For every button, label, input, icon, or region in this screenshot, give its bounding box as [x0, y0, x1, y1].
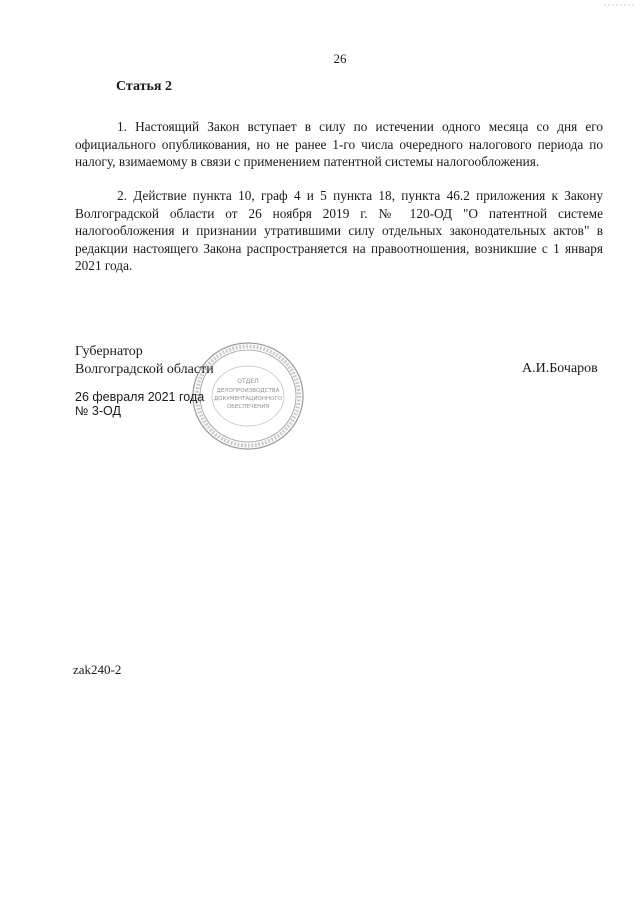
document-code: zak240-2	[73, 662, 122, 677]
paragraph-1: 1. Настоящий Закон вступает в силу по истечении одного месяца со дня его официального опубликования, но не ранее 1-го числа очередного налогового периода по налогу, взимаемому в связи с применением патентной системы налогообложения.	[75, 119, 603, 169]
signatory-name: А.И.Бочаров	[522, 361, 598, 376]
law-number: № 3-ОД	[75, 404, 121, 418]
page-number: 26	[333, 51, 347, 66]
date-block	[75, 390, 204, 418]
signing-date: 26 февраля 2021 года	[75, 390, 205, 404]
svg-text:ОБЕСПЕЧЕНИЯ: ОБЕСПЕЧЕНИЯ	[226, 404, 270, 410]
signatory-title-line-1: Губернатор	[75, 344, 143, 359]
seal-stamp-icon	[190, 340, 306, 452]
svg-text:ОТДЕЛ: ОТДЕЛ	[237, 378, 259, 385]
signatory-title-line-2: Волгоградской области	[75, 362, 214, 377]
paragraph-2: 2. Действие пункта 10, граф 4 и 5 пункта 18, пункта 46.2 приложения к Закону Волгоградской области от 26 ноября 2019 г. № 120-ОД "О патентной системе налогообложения и признании утратившими силу отдельных законодательных актов" в редакции настоящего Закона распространяется на правоотношения, возникшие с 1 января 2021 года.	[75, 188, 603, 273]
article-heading: Статья 2	[116, 79, 172, 94]
svg-text:ДЕЛОПРОИЗВОДСТВА: ДЕЛОПРОИЗВОДСТВА	[216, 388, 280, 394]
svg-text:ДОКУМЕНТАЦИОННОГО: ДОКУМЕНТАЦИОННОГО	[213, 396, 283, 402]
scan-mark-icon	[604, 0, 634, 12]
